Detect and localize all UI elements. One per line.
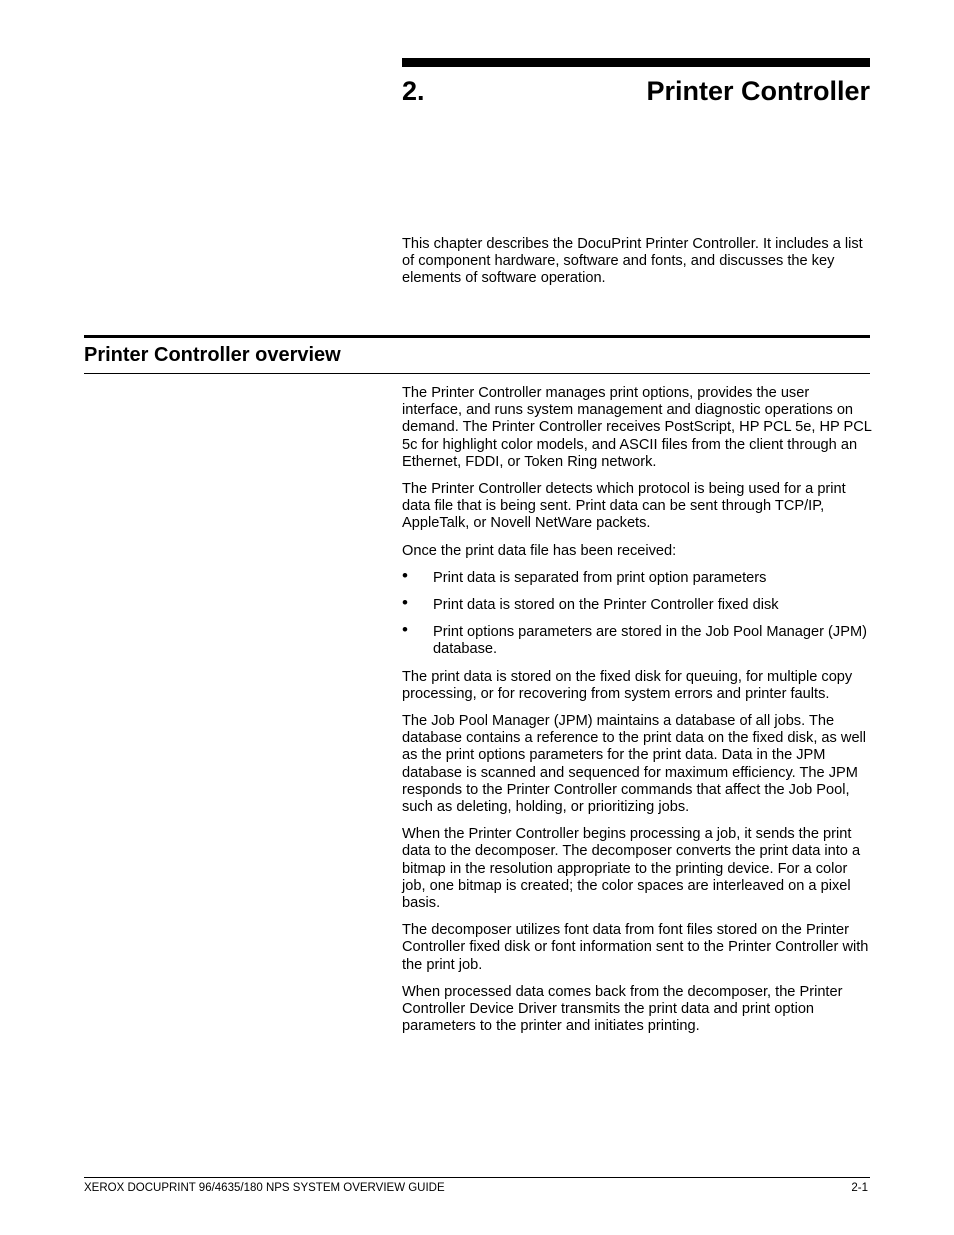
section-body: [402, 385, 872, 1046]
section-heading: Printer Controller overview: [84, 344, 341, 366]
bullet-icon: •: [402, 593, 408, 613]
chapter-number: 2.: [402, 76, 425, 106]
list-item-text: Print options parameters are stored in the Job Pool Manager (JPM) database.: [433, 624, 867, 658]
bullet-icon: •: [402, 620, 408, 640]
chapter-intro: This chapter describes the DocuPrint Printer Controller. It includes a list of component hardware, software and fonts, and discusses the key elements of software operation.: [402, 236, 863, 287]
footer-page-number: 2-1: [851, 1182, 868, 1194]
list-item: [402, 593, 872, 614]
bullet-icon: •: [402, 565, 408, 585]
section-rule-top: [84, 335, 870, 338]
paragraph: When the Printer Controller begins processing a job, it sends the print data to the decomposer. The decomposer converts the print data into a bitmap in the resolution appropriate to the printing device. For a color job, one bitmap is created; the color spaces are interleaved on a pixel basis.: [402, 826, 861, 912]
footer-rule: [84, 1177, 870, 1178]
footer-guide-title: XEROX DOCUPRINT 96/4635/180 NPS SYSTEM OVERVIEW GUIDE: [84, 1182, 445, 1194]
paragraph: The Printer Controller manages print options, provides the user interface, and runs system management and diagnostic operations on demand. The Printer Controller receives PostScript, HP PCL 5e, HP PCL 5c for highlight color models, and ASCII files from the client through an Ethernet, FDDI, or Token Ring network.: [402, 385, 872, 470]
section-rule-bottom: [84, 373, 870, 374]
bullet-list: [402, 565, 872, 659]
list-item-text: Print data is separated from print option parameters: [433, 569, 767, 586]
paragraph: The Printer Controller detects which protocol is being used for a print data file that is being sent. Print data can be sent through TCP/IP, AppleTalk, or Novell NetWare packets.: [402, 481, 846, 532]
chapter-rule: [402, 58, 870, 67]
list-item-text: Print data is stored on the Printer Controller fixed disk: [433, 597, 779, 614]
paragraph: When processed data comes back from the decomposer, the Printer Controller Device Driver transmits the print data and print option parameters to the printer and initiates printing.: [402, 983, 843, 1035]
paragraph: The print data is stored on the fixed disk for queuing, for multiple copy processing, or for recovering from system errors and printer faults.: [402, 668, 853, 702]
list-item: [402, 565, 872, 587]
paragraph: The decomposer utilizes font data from font files stored on the Printer Controller fixed disk or font information sent to the Printer Controller with the print job.: [402, 922, 869, 973]
paragraph: The Job Pool Manager (JPM) maintains a database of all jobs. The database contains a reference to the print data on the fixed disk, as well as the print options parameters for the print data. Data in the JPM database is scanned and sequenced for maximum efficiency. The JPM responds to the Printer Controller commands that affect the Job Pool, such as deleting, holding, or prioritizing jobs.: [402, 713, 867, 816]
paragraph: Once the print data file has been received:: [402, 542, 677, 559]
chapter-title: Printer Controller: [646, 76, 870, 106]
list-item: [402, 620, 872, 658]
